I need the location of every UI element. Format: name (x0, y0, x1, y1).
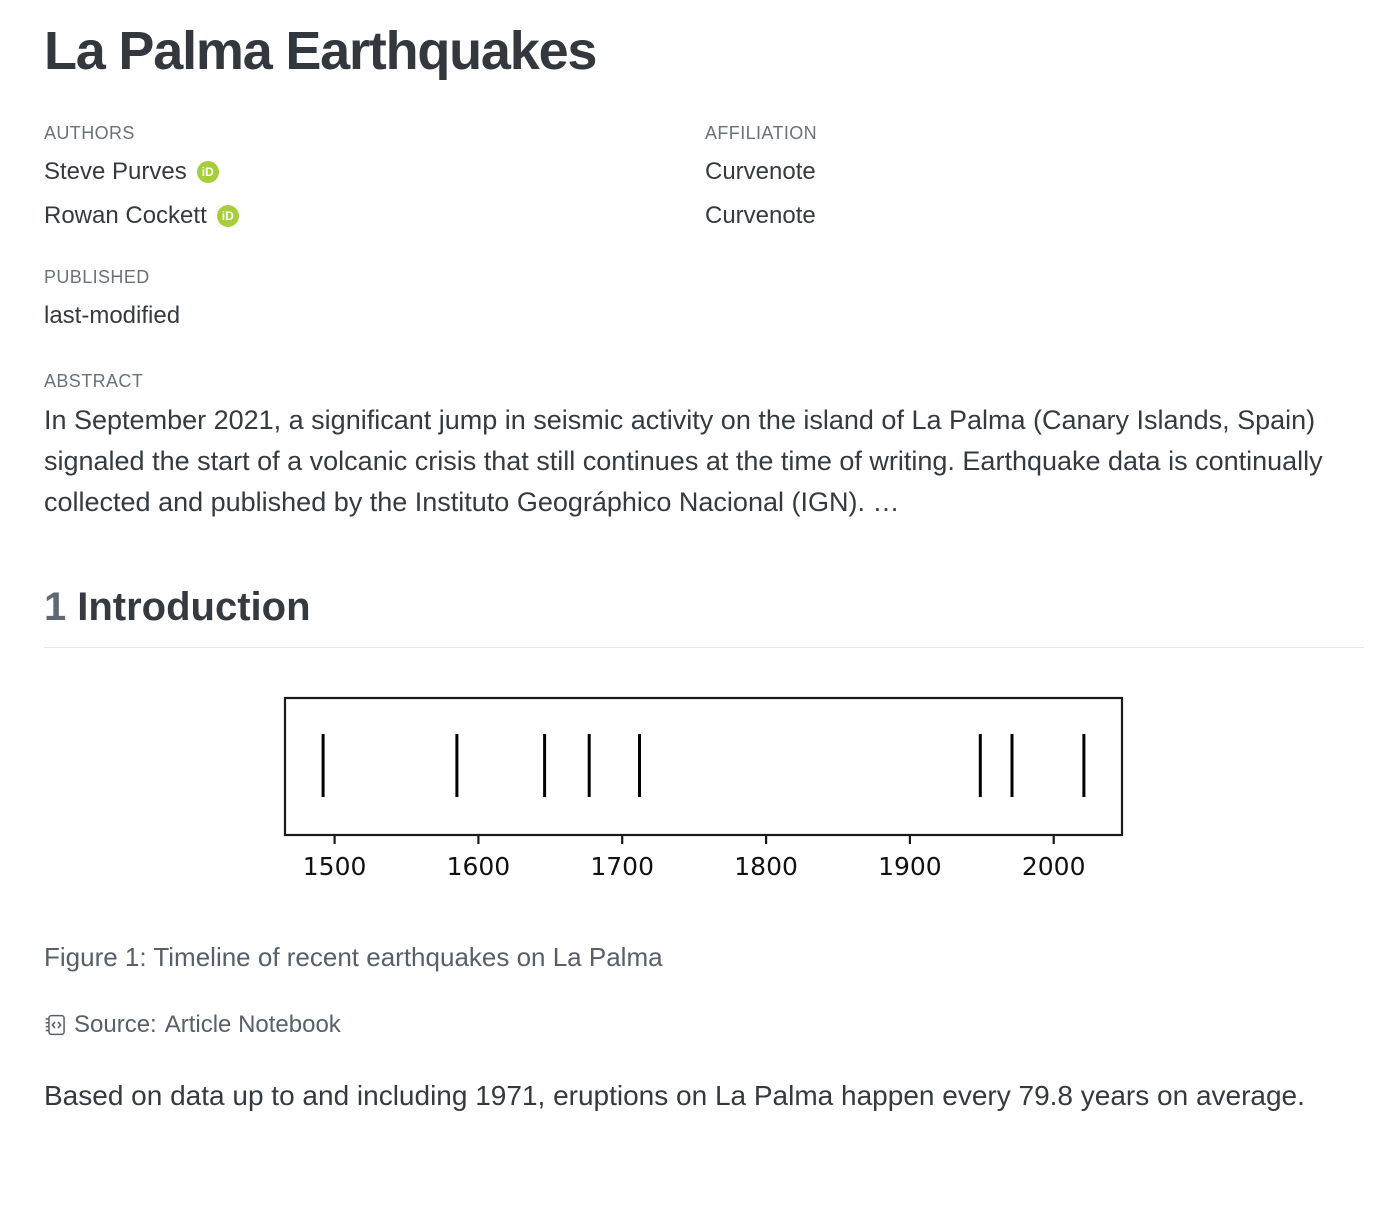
published-block (44, 266, 1364, 338)
orcid-icon[interactable]: iD (197, 161, 219, 183)
article-content (44, 20, 1364, 1118)
author-row (44, 150, 705, 194)
abstract-block (44, 370, 1364, 523)
svg-text:1600: 1600 (446, 851, 510, 881)
affiliation-column (705, 122, 1364, 238)
svg-text:1800: 1800 (733, 851, 798, 881)
section-title: Introduction (77, 584, 311, 629)
affiliation-label: AFFILIATION (705, 122, 818, 143)
abstract-text: In September 2021, a significant jump in seismic activity on the island of La Palma (Canary Islands, Spain) signaled the start of a volcanic crisis that still continues at the time of writing. Earthquake data is continually collected and published by the Instituto Geográphico Nacional (IGN). … (44, 404, 1323, 517)
source-link-text: Article Notebook (164, 1010, 341, 1038)
eruption-timeline-chart (283, 696, 1126, 888)
article-page (0, 20, 1382, 1178)
svg-text:1900: 1900 (877, 851, 942, 881)
source-prefix: Source: (74, 1010, 157, 1038)
section-heading-introduction (44, 583, 1364, 648)
section-number: 1 (44, 584, 67, 629)
eruption-timeline-figure (283, 696, 1126, 893)
published-value: last-modified (44, 301, 181, 329)
authors-column (44, 122, 705, 238)
journal-code-icon (44, 1014, 66, 1036)
source-link[interactable] (44, 1011, 341, 1039)
abstract-label: ABSTRACT (44, 370, 144, 391)
svg-text:1700: 1700 (589, 851, 654, 881)
authors-label: AUTHORS (44, 122, 135, 143)
article-meta (44, 122, 1364, 238)
figure-caption: Figure 1: Timeline of recent earthquakes on La Palma (44, 941, 663, 972)
affiliation-value: Curvenote (705, 201, 816, 229)
orcid-icon[interactable]: iD (217, 205, 239, 227)
author-row (44, 194, 705, 238)
svg-text:1500: 1500 (302, 851, 366, 881)
article-title: La Palma Earthquakes (44, 21, 597, 81)
published-label: PUBLISHED (44, 266, 150, 287)
author-name: Rowan Cockett (44, 201, 207, 229)
svg-text:2000: 2000 (1021, 851, 1086, 881)
intro-paragraph: Based on data up to and including 1971, eruptions on La Palma happen every 79.8 years on average. (44, 1079, 1305, 1111)
affiliation-value: Curvenote (705, 157, 816, 185)
author-name: Steve Purves (44, 157, 187, 185)
figure-1 (44, 696, 1364, 973)
